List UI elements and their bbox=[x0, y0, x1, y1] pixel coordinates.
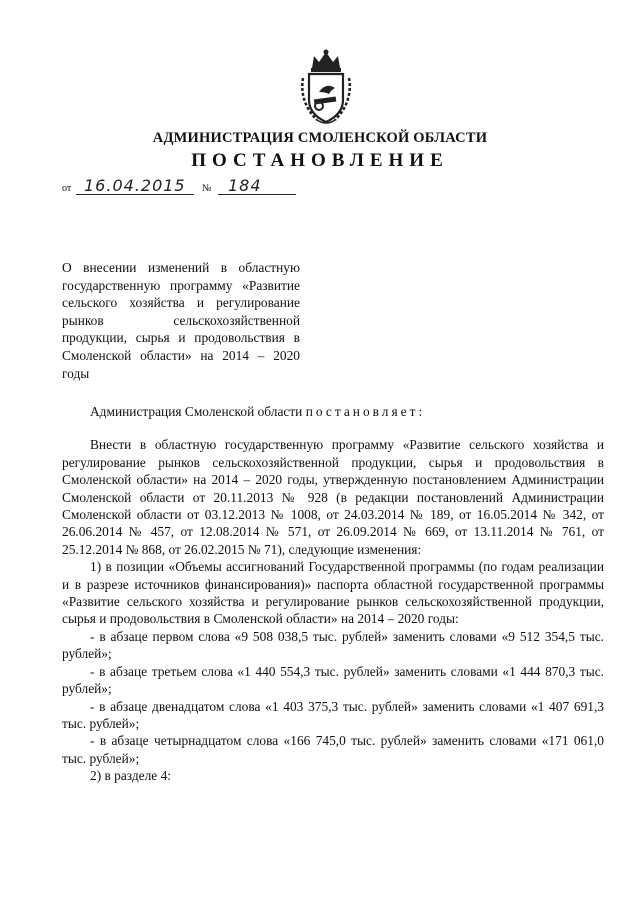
document-body bbox=[62, 403, 604, 785]
subject-block: О внесении изменений в областную государственную программу «Развитие сельского хозяйства и регулирование рынков сельскохозяйственной продукции, сырья и продовольствия в Смоленской области» на 2014 – 2020 годы bbox=[62, 260, 300, 381]
number-prefix: № bbox=[202, 183, 212, 194]
number-value: 184 bbox=[228, 176, 262, 195]
date-number-line bbox=[62, 176, 362, 198]
decree-prefix: Администрация Смоленской области bbox=[90, 404, 306, 419]
coat-of-arms-icon bbox=[295, 48, 357, 126]
date-prefix: от bbox=[62, 183, 72, 194]
document-title: ПОСТАНОВЛЕНИЕ bbox=[191, 150, 449, 171]
body-paragraph: - в абзаце третьем слова «1 440 554,3 тыс. рублей» заменить словами «1 444 870,3 тыс. рублей»; bbox=[62, 663, 604, 697]
body-paragraph: - в абзаце двенадцатом слова «1 403 375,3 тыс. рублей» заменить словами «1 407 691,3 тыс. рублей»; bbox=[62, 698, 604, 731]
body-paragraph: Внести в областную государственную программу «Развитие сельского хозяйства и регулирование рынков сельскохозяйственной продукции, сырья и продовольствия в Смоленской области» на 2014 – 2020 годы, утвержденную постановлением Администрации Смоленской области от 20.11.2013 № 928 (в редакции постановлений Администрации Смоленской области от 03.12.2013 № 1008, от 24.03.2014 № 189, от 16.05.2014 № 342, от 26.06.2014 № 457, от 12.08.2014 № 571, от 26.09.2014 № 669, от 13.11.2014 № 761, от 25.12.2014 № 868, от 26.02.2015 № 71), следующие изменения: bbox=[62, 437, 604, 557]
decree-line bbox=[90, 403, 604, 420]
body-paragraph: - в абзаце четырнадцатом слова «166 745,0 тыс. рублей» заменить словами «171 061,0 тыс. рублей»; bbox=[62, 733, 604, 766]
body-paragraph: 1) в позиции «Объемы ассигнований Государственной программы (по годам реализации и в разрезе источников финансирования)» паспорта областной государственной программы «Развитие сельского хозяйства и регулирование рынков сельскохозяйственной продукции, сырья и продовольствия в Смоленской области» на 2014 – 2020 годы: bbox=[62, 559, 604, 627]
body-paragraph: 2) в разделе 4: bbox=[90, 768, 172, 784]
body-paragraph: - в абзаце первом слова «9 508 038,5 тыс. рублей» заменить словами «9 512 354,5 тыс. рублей»; bbox=[62, 628, 604, 662]
agency-name: АДМИНИСТРАЦИЯ СМОЛЕНСКОЙ ОБЛАСТИ bbox=[152, 130, 488, 146]
decree-word: постановляет: bbox=[305, 404, 426, 419]
date-value: 16.04.2015 bbox=[84, 176, 186, 195]
